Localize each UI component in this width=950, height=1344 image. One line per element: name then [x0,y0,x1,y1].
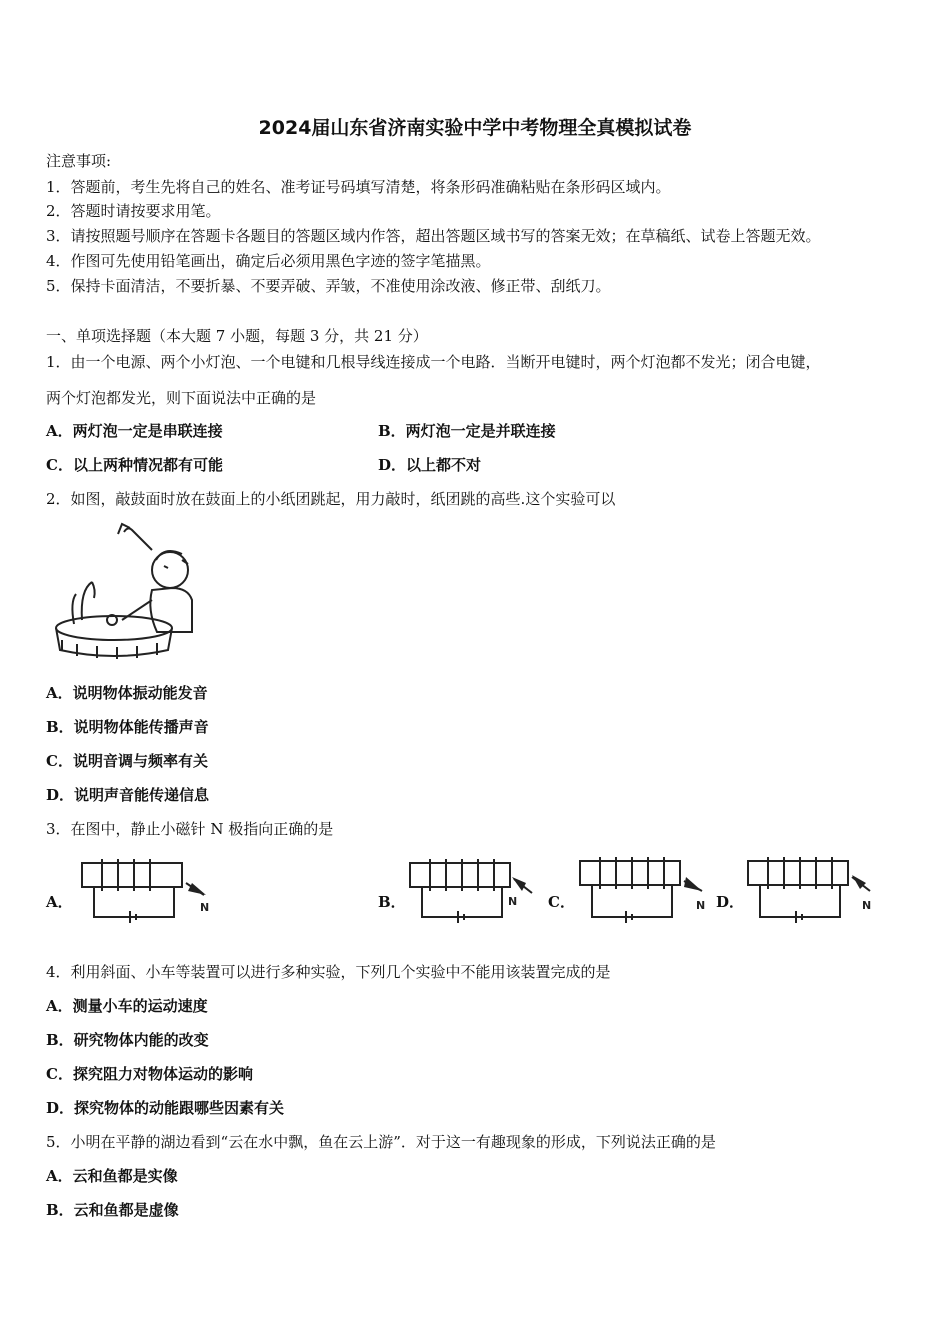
drum-illustration-icon [52,520,202,660]
q3-option-d-label: D． [716,893,745,911]
needle-label: N [508,895,518,908]
notice-item: 2．答题时请按要求用笔。 [46,202,221,220]
q4-stem: 4．利用斜面、小车等装置可以进行多种实验，下列几个实验中不能用该装置完成的是 [46,963,611,981]
needle-label: N [862,899,872,912]
solenoid-circuit-icon [578,855,718,925]
solenoid-circuit-icon [408,855,548,925]
q1-option-a: A．两灯泡一定是串联连接 [46,422,223,440]
q3-option-a-label: A． [46,893,73,911]
q1-option-d: D．以上都不对 [378,456,482,474]
q5-option-b: B．云和鱼都是虚像 [46,1201,179,1219]
q2-option-c: C．说明音调与频率有关 [46,752,208,770]
section-heading: 一、单项选择题（本大题 7 小题，每题 3 分，共 21 分） [46,327,428,345]
solenoid-circuit-icon [80,855,220,925]
needle-label: N [200,901,210,914]
q1-option-b: B．两灯泡一定是并联连接 [378,422,556,440]
q4-option-c: C．探究阻力对物体运动的影响 [46,1065,253,1083]
q2-stem: 2．如图，敲鼓面时放在鼓面上的小纸团跳起，用力敲时，纸团跳的高些.这个实验可以 [46,490,616,508]
notice-heading: 注意事项: [46,152,112,170]
q2-option-d: D．说明声音能传递信息 [46,786,210,804]
q5-option-a: A．云和鱼都是实像 [46,1167,178,1185]
q3-stem: 3．在图中，静止小磁针 N 极指向正确的是 [46,820,334,838]
solenoid-circuit-icon [746,853,886,923]
q2-option-a: A．说明物体振动能发音 [46,684,208,702]
q1-option-c: C．以上两种情况都有可能 [46,456,223,474]
q3-option-b-label: B． [378,893,406,911]
q4-option-a: A．测量小车的运动速度 [46,997,208,1015]
notice-item: 3．请按照题号顺序在答题卡各题目的答题区域内作答，超出答题区域书写的答案无效；在草稿纸、试卷上答题无效。 [46,227,821,245]
notice-item: 1．答题前，考生先将自己的姓名、准考证号码填写清楚，将条形码准确粘贴在条形码区域内。 [46,178,671,196]
notice-item: 4．作图可先使用铅笔画出，确定后必须用黑色字迹的签字笔描黑。 [46,252,491,270]
q3-option-c-label: C． [548,893,575,911]
q4-option-d: D．探究物体的动能跟哪些因素有关 [46,1099,285,1117]
q1-stem: 1．由一个电源、两个小灯泡、一个电键和几根导线连接成一个电路．当断开电键时，两个灯泡都不发光；闭合电键， [46,353,821,371]
q5-stem: 5．小明在平静的湖边看到“云在水中飘，鱼在云上游”．对于这一有趣现象的形成，下列说法正确的是 [46,1133,716,1151]
needle-label: N [696,899,706,912]
q1-stem-cont: 两个灯泡都发光，则下面说法中正确的是 [46,389,317,407]
notice-item: 5．保持卡面清洁，不要折暴、不要弄破、弄皱，不准使用涂改液、修正带、刮纸刀。 [46,277,611,295]
page-title: 2024届山东省济南实验中学中考物理全真模拟试卷 [258,117,692,139]
q4-option-b: B．研究物体内能的改变 [46,1031,209,1049]
q2-option-b: B．说明物体能传播声音 [46,718,209,736]
